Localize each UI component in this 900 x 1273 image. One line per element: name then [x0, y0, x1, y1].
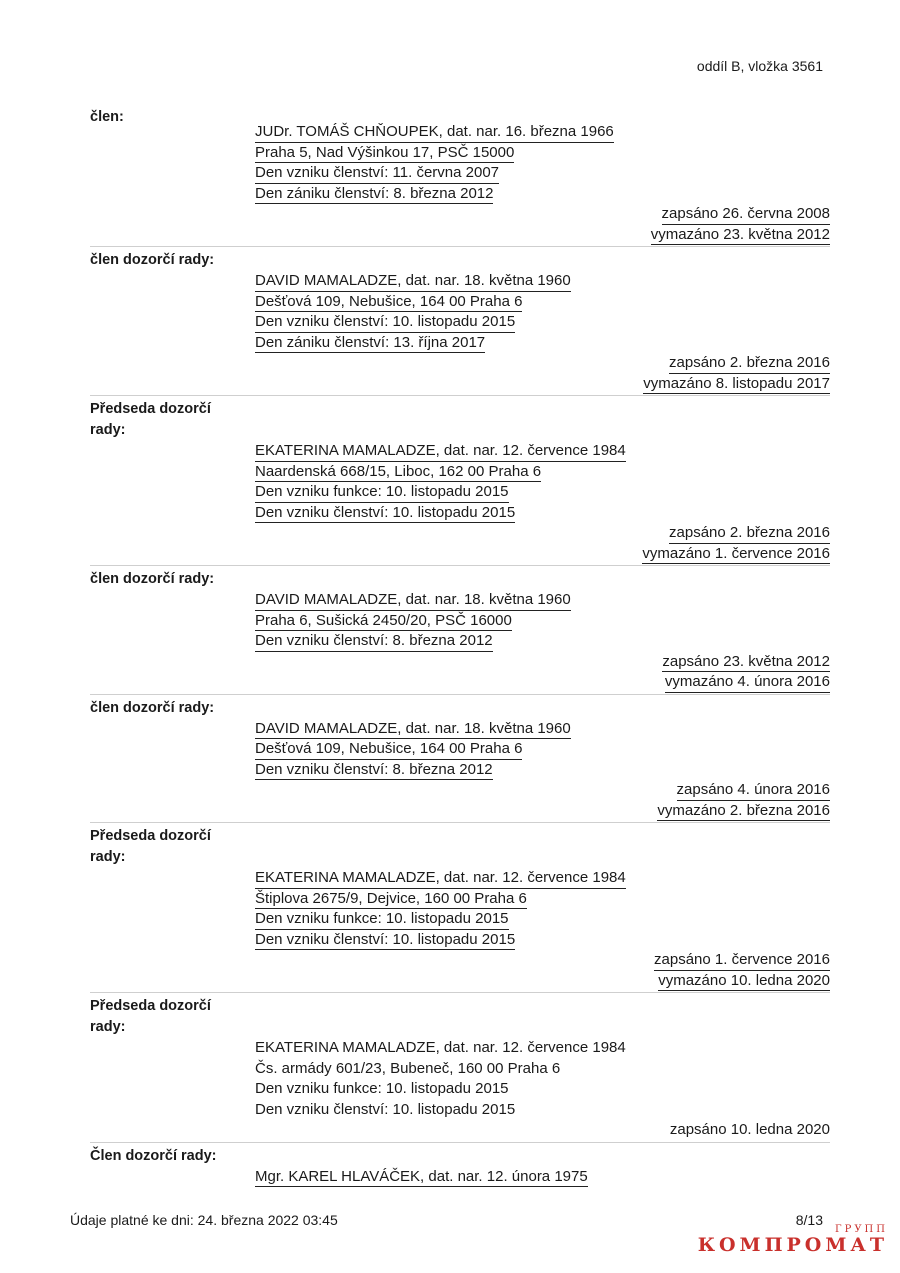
registered-date: zapsáno 23. května 2012: [662, 652, 830, 673]
deleted-date: vymazáno 8. listopadu 2017: [643, 374, 830, 395]
person-name: EKATERINA MAMALADZE, dat. nar. 12. července 1984: [255, 441, 626, 462]
entry-details: [255, 441, 830, 523]
function-start: Den vzniku funkce: 10. listopadu 2015: [255, 909, 509, 930]
validity-note: Údaje platné ke dni: 24. března 2022 03:45: [70, 1212, 338, 1228]
role-label: člen dozorčí rady:: [90, 571, 215, 587]
entry-details: [255, 719, 830, 781]
role-label: Člen dozorčí rady:: [90, 1147, 217, 1164]
entry-notes: [90, 780, 830, 821]
entry-7: [90, 993, 830, 1143]
registered-date: zapsáno 2. března 2016: [669, 523, 830, 544]
entry-6: [90, 823, 830, 993]
membership-start: Den vzniku členství: 10. listopadu 2015: [255, 1100, 516, 1118]
function-start: Den vzniku funkce: 10. listopadu 2015: [255, 482, 509, 503]
person-address: Dešťová 109, Nebušice, 164 00 Praha 6: [255, 739, 522, 760]
entry-8: [90, 1143, 830, 1189]
membership-end: Den zániku členství: 8. března 2012: [255, 184, 493, 205]
entry-details: [255, 868, 830, 950]
entry-details: [255, 1038, 830, 1120]
deleted-date: vymazáno 4. února 2016: [665, 672, 830, 693]
membership-start: Den vzniku členství: 11. června 2007: [255, 163, 499, 184]
person-address: Štiplova 2675/9, Dejvice, 160 00 Praha 6: [255, 889, 527, 910]
entry-details: [255, 1167, 830, 1188]
person-address: Čs. armády 601/23, Bubeneč, 160 00 Praha 6: [255, 1059, 561, 1077]
registered-date: zapsáno 1. července 2016: [654, 950, 830, 971]
person-name: EKATERINA MAMALADZE, dat. nar. 12. července 1984: [255, 868, 626, 889]
membership-start: Den vzniku členství: 10. listopadu 2015: [255, 503, 515, 524]
deleted-date: vymazáno 23. května 2012: [651, 225, 830, 246]
entry-1: [90, 104, 830, 247]
membership-end: Den zániku členství: 13. října 2017: [255, 333, 485, 354]
role-label: Předseda dozorčí rady:: [90, 828, 211, 865]
person-address: Praha 5, Nad Výšinkou 17, PSČ 15000: [255, 143, 514, 164]
registered-date: zapsáno 2. března 2016: [669, 353, 830, 374]
membership-start: Den vzniku členství: 10. listopadu 2015: [255, 930, 515, 951]
person-name: DAVID MAMALADZE, dat. nar. 18. května 1960: [255, 719, 571, 740]
entry-2: [90, 247, 830, 396]
registered-date: zapsáno 4. února 2016: [677, 780, 830, 801]
role-label: Předseda dozorčí rady:: [90, 401, 211, 438]
entry-3: [90, 396, 830, 566]
deleted-date: vymazáno 1. července 2016: [642, 544, 830, 565]
entry-details: [255, 271, 830, 353]
deleted-date: vymazáno 2. března 2016: [657, 801, 830, 822]
person-address: Dešťová 109, Nebušice, 164 00 Praha 6: [255, 292, 522, 313]
entry-details: [255, 122, 830, 204]
role-label: Předseda dozorčí rady:: [90, 998, 211, 1035]
membership-start: Den vzniku členství: 10. listopadu 2015: [255, 312, 515, 333]
person-name: Mgr. KAREL HLAVÁČEK, dat. nar. 12. února 1975: [255, 1167, 588, 1188]
watermark-small-text: ГРУПП: [834, 1224, 888, 1235]
role-label: člen:: [90, 109, 124, 125]
entry-notes: [90, 353, 830, 394]
membership-start: Den vzniku členství: 8. března 2012: [255, 631, 493, 652]
registered-date: zapsáno 10. ledna 2020: [669, 1121, 830, 1138]
deleted-date: vymazáno 10. ledna 2020: [658, 971, 830, 992]
entry-notes: [90, 523, 830, 564]
role-label: člen dozorčí rady:: [90, 252, 215, 268]
page-number: 8/13: [795, 1212, 823, 1228]
person-name: JUDr. TOMÁŠ CHŇOUPEK, dat. nar. 16. března 1966: [255, 122, 614, 143]
role-label: člen dozorčí rady:: [90, 699, 215, 716]
register-entries: [90, 104, 830, 1188]
entry-notes: [90, 652, 830, 693]
person-address: Praha 6, Sušická 2450/20, PSČ 16000: [255, 611, 512, 632]
person-name: DAVID MAMALADZE, dat. nar. 18. května 1960: [255, 590, 571, 611]
entry-5: [90, 695, 830, 824]
entry-4: [90, 566, 830, 695]
registered-date: zapsáno 26. června 2008: [662, 204, 830, 225]
watermark-logo: [698, 1225, 888, 1255]
person-name: EKATERINA MAMALADZE, dat. nar. 12. července 1984: [255, 1039, 626, 1056]
entry-notes: [90, 204, 830, 245]
person-address: Naardenská 668/15, Liboc, 162 00 Praha 6: [255, 462, 541, 483]
membership-start: Den vzniku členství: 8. března 2012: [255, 760, 493, 781]
entry-notes: [90, 1120, 830, 1141]
watermark-big-text: КОМПРОМАТ: [697, 1234, 888, 1256]
entry-notes: [90, 950, 830, 991]
person-name: DAVID MAMALADZE, dat. nar. 18. května 1960: [255, 271, 571, 292]
page-header: oddíl B, vložka 3561: [696, 58, 823, 74]
function-start: Den vzniku funkce: 10. listopadu 2015: [255, 1080, 509, 1097]
entry-details: [255, 590, 830, 652]
